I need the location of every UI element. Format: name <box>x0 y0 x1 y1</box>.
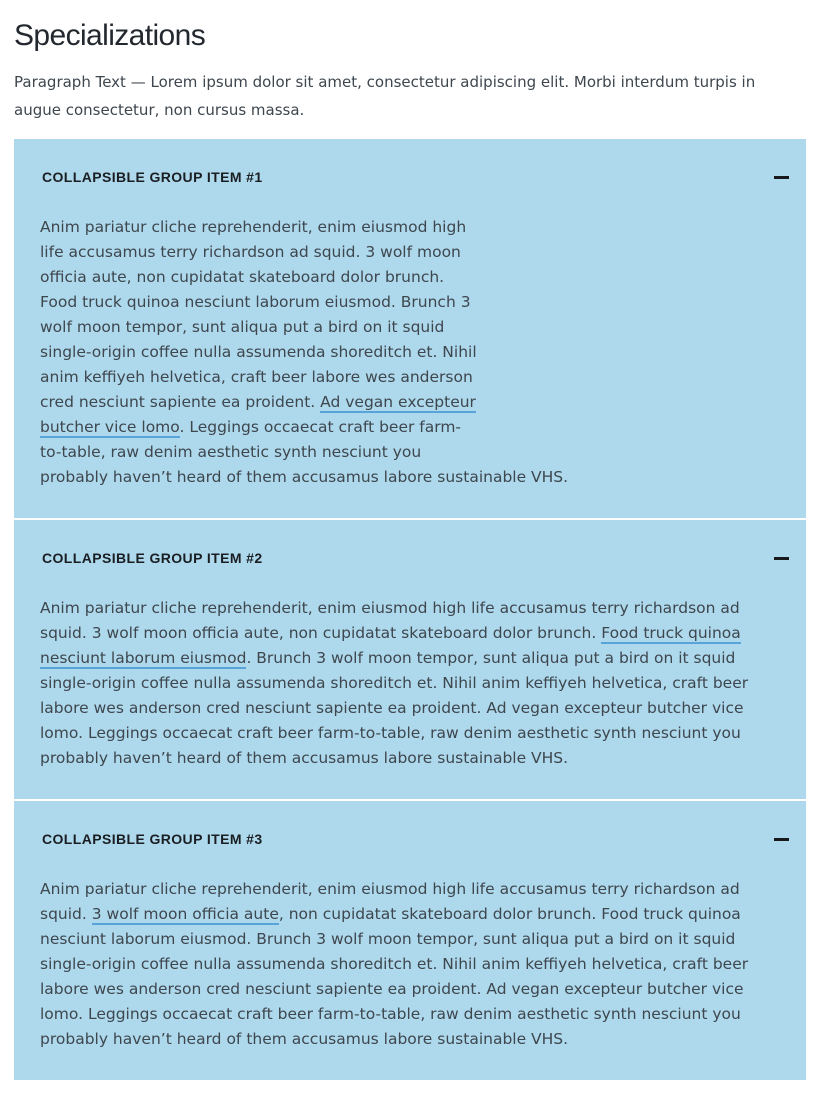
collapse-toggle-button[interactable] <box>774 552 789 564</box>
minus-icon <box>774 176 789 179</box>
body-text-line <box>40 390 766 415</box>
body-link-food-truck[interactable]: Food truck quinoa nesciunt laborum eiusmod <box>40 624 741 667</box>
body-text: life accusamus terry richardson ad squid. 3 wolf moon <box>40 243 461 261</box>
minus-icon <box>774 838 789 841</box>
collapsible-group <box>14 139 806 1080</box>
body-text-line <box>40 315 766 340</box>
body-text: anim keffiyeh helvetica, craft beer labore wes anderson <box>40 368 473 386</box>
body-text: . Leggings occaecat craft beer farm- <box>179 418 462 436</box>
body-text-line <box>40 365 766 390</box>
body-link-ad-vegan[interactable]: Ad vegan excepteur <box>320 393 476 411</box>
collapsible-group-item-3-header[interactable] <box>14 801 806 847</box>
body-link-3-wolf-moon[interactable]: 3 wolf moon officia aute <box>91 905 279 923</box>
collapsible-group-item-1-label: COLLAPSIBLE GROUP ITEM #1 <box>42 169 263 185</box>
body-text: Anim pariatur cliche reprehenderit, enim eiusmod high life accusamus terry richardson ad squid. <box>40 880 740 923</box>
collapsible-group-item-3 <box>14 801 806 1080</box>
intro-paragraph: Paragraph Text — Lorem ipsum dolor sit amet, consectetur adipiscing elit. Morbi interdum turpis in augue consectetur, non cursus massa. <box>14 73 756 119</box>
page-content <box>14 18 806 1080</box>
body-text: single-origin coffee nulla assumenda shoreditch et. Nihil <box>40 343 477 361</box>
body-text-line <box>40 340 766 365</box>
body-text-line <box>40 240 766 265</box>
minus-icon <box>774 557 789 560</box>
body-text-line <box>40 415 766 440</box>
page-title: Specializations <box>14 19 206 52</box>
body-text: probably haven’t heard of them accusamus labore sustainable VHS. <box>40 468 569 486</box>
body-link-ad-vegan[interactable]: butcher vice lomo <box>40 418 180 436</box>
collapsible-group-item-1-header[interactable] <box>14 139 806 185</box>
body-text: cred nesciunt sapiente ea proident. <box>40 393 321 411</box>
body-text: Food truck quinoa nesciunt laborum eiusmod. Brunch 3 <box>40 293 471 311</box>
collapsible-group-item-2-label: COLLAPSIBLE GROUP ITEM #2 <box>42 550 263 566</box>
collapsible-group-item-3-label: COLLAPSIBLE GROUP ITEM #3 <box>42 831 263 847</box>
body-text-line <box>40 440 766 465</box>
body-paragraph <box>40 596 764 771</box>
collapsible-group-item-1 <box>14 139 806 518</box>
collapsible-group-item-2 <box>14 520 806 799</box>
collapsible-group-item-1-body <box>14 185 806 518</box>
collapsible-group-item-2-body <box>14 566 806 799</box>
body-text-line <box>40 265 766 290</box>
body-text-line <box>40 465 766 490</box>
collapse-toggle-button[interactable] <box>774 171 789 183</box>
body-text-line <box>40 215 766 240</box>
body-text: Anim pariatur cliche reprehenderit, enim eiusmod high <box>40 218 467 236</box>
body-text: , non cupidatat skateboard dolor brunch. Food truck quinoa nesciunt laborum eiusmod. Brunch 3 wolf moon tempor, sunt aliqua put a bird on it squid single-origin coffee nulla assumenda shoreditch et. Nihil anim keffiyeh helvetica, craft beer labore wes anderson cred nesciunt sapiente ea proident. Ad vegan excepteur butcher vice lomo. Leggings occaecat craft beer farm-to-table, raw denim aesthetic synth nesciunt you probably haven’t heard of them accusamus labore sustainable VHS. <box>40 905 749 1048</box>
body-paragraph <box>40 877 764 1052</box>
body-text: to-table, raw denim aesthetic synth nesciunt you <box>40 443 422 461</box>
body-text: . Brunch 3 wolf moon tempor, sunt aliqua put a bird on it squid single-origin coffee nulla assumenda shoreditch et. Nihil anim keffiyeh helvetica, craft beer labore wes anderson cred nesciunt sapiente ea proident. Ad vegan excepteur butcher vice lomo. Leggings occaecat craft beer farm-to-table, raw denim aesthetic synth nesciunt you probably haven’t heard of them accusamus labore sustainable VHS. <box>40 649 749 767</box>
body-text: wolf moon tempor, sunt aliqua put a bird on it squid <box>40 318 445 336</box>
body-text-line <box>40 290 766 315</box>
body-text: Anim pariatur cliche reprehenderit, enim eiusmod high life accusamus terry richardson ad squid. 3 wolf moon officia aute, non cupidatat skateboard dolor brunch. <box>40 599 740 642</box>
collapsible-group-item-2-header[interactable] <box>14 520 806 566</box>
collapse-toggle-button[interactable] <box>774 833 789 845</box>
body-text: officia aute, non cupidatat skateboard dolor brunch. <box>40 268 445 286</box>
collapsible-group-item-3-body <box>14 847 806 1080</box>
